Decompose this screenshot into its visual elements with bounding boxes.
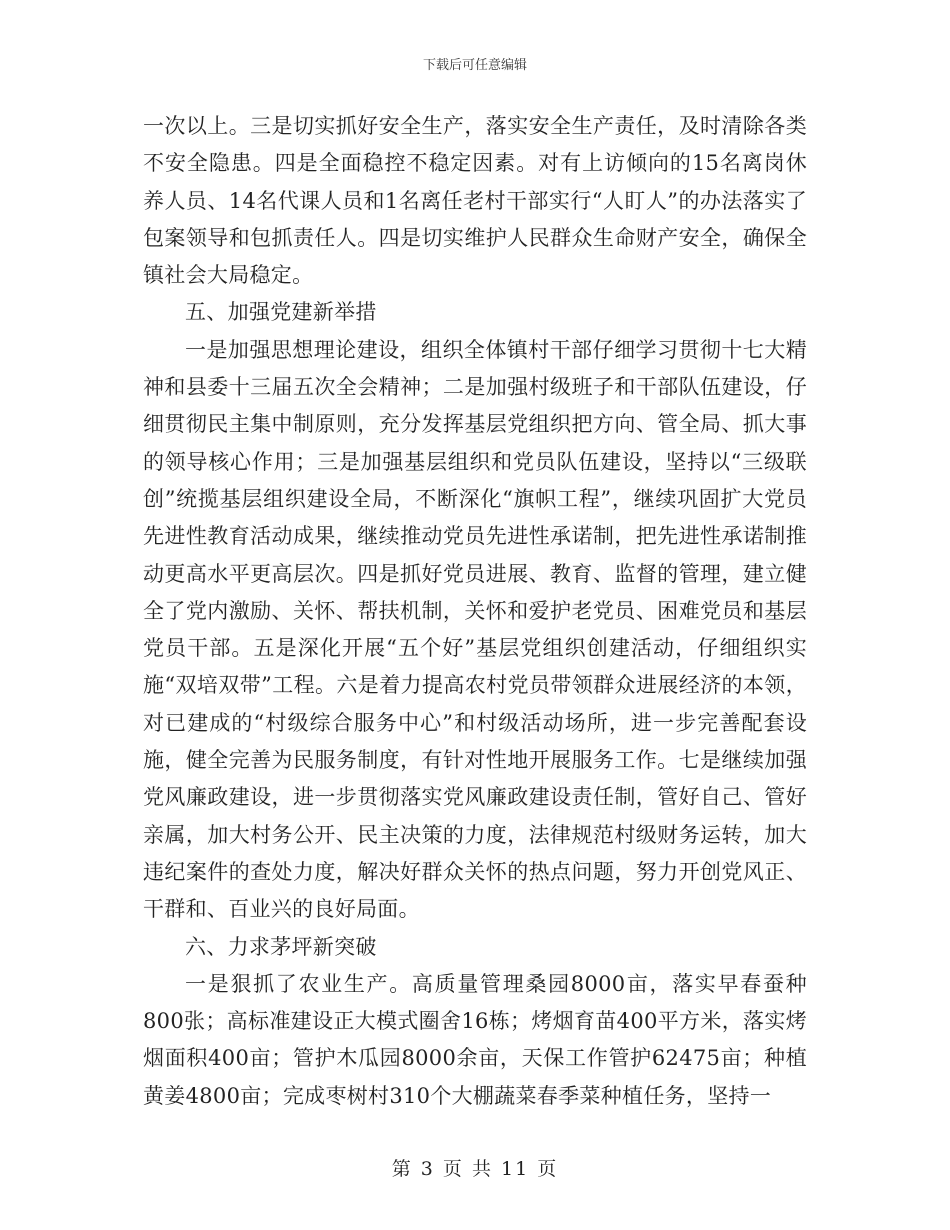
page-header: 下载后可任意编辑: [422, 58, 527, 73]
section-heading-maoping: 六、力求茅坪新突破: [185, 934, 377, 959]
paragraph-party-building: 一是加强思想理论建设，组织全体镇村干部仔细学习贯彻十七大精神和县委十三届五次全会精神；二是加强村级班子和干部队伍建设，仔细贯彻民主集中制原则，充分发挥基层党组织把方向、管全局、抓大事的领导核心作用；三是加强基层组织和党员队伍建设，坚持以“三级联创”统揽基层组织建设全局，不断深化“旗帜工程”，继续巩固扩大党员先进性教育活动成果，继续推动党员先进性承诺制，把先进性承诺制推动更高水平更高层次。四是抓好党员进展、教育、监督的管理，建立健全了党内激励、关怀、帮扶机制，关怀和爱护老党员、困难党员和基层党员干部。五是深化开展“五个好”基层党组织创建活动，仔细组织实施“双培双带”工程。六是着力提高农村党员带领群众进展经济的本领，对已建成的“村级综合服务中心”和村级活动场所，进一步完善配套设施，健全完善为民服务制度，有针对性地开展服务工作。七是继续加强党风廉政建设，进一步贯彻落实党风廉政建设责任制，管好自己、管好亲属，加大村务公开、民主决策的力度，法律规范村级财务运转，加大违纪案件的查处力度，解决好群众关怀的热点问题，努力开创党风正、干群和、百业兴的良好局面。: [143, 337, 807, 922]
section-heading-party-building: 五、加强党建新举措: [185, 300, 377, 325]
paragraph-safety: 一次以上。三是切实抓好安全生产，落实安全生产责任，及时清除各类不安全隐患。四是全面稳控不稳定因素。对有上访倾向的15名离岗休养人员、14名代课人员和1名离任老村干部实行“人盯人”的办法落实了包案领导和包抓责任人。四是切实维护人民群众生命财产安全，确保全镇社会大局稳定。: [143, 114, 807, 288]
paragraph-agriculture: 一是狠抓了农业生产。高质量管理桑园8000亩，落实早春蚕种800张；高标准建设正大模式圈舍16栋；烤烟育苗400平方米，落实烤烟面积400亩；管护木瓜园8000余亩，天保工作管护62475亩；种植黄姜4800亩；完成枣树村310个大棚蔬菜春季菜种植任务，坚持一: [143, 971, 807, 1108]
page-number: 第 3 页 共 11 页: [391, 1158, 559, 1180]
document-body: [143, 108, 807, 1115]
